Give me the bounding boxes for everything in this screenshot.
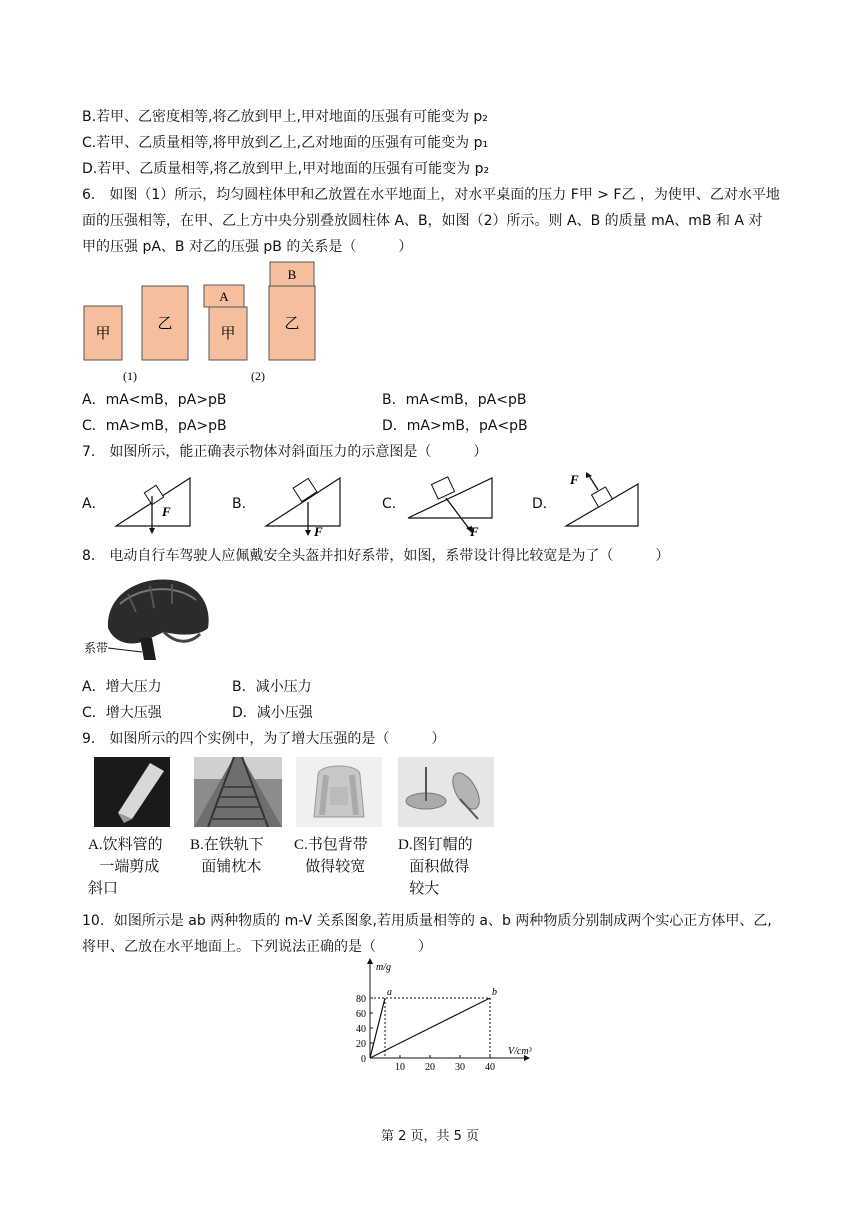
q7-incline-c xyxy=(404,474,504,538)
backpack-photo xyxy=(296,757,382,827)
q7-label-d[interactable]: D． xyxy=(532,496,557,512)
y-tick-label: 20 xyxy=(356,1039,366,1050)
page-footer: 第 2 页，共 5 页 xyxy=(380,1129,480,1144)
q6-stem-line1: 6． 如图（1）所示，均匀圆柱体甲和乙放置在水平地面上，对水平桌面的压力 F甲 > F乙 ，为使甲、乙对水平地 xyxy=(82,187,780,203)
x-tick-label: 40 xyxy=(485,1062,495,1073)
option-b-prev: B.若甲、乙密度相等,将乙放到甲上,甲对地面的压强有可能变为 p₂ xyxy=(82,109,488,125)
series-label-b: b xyxy=(492,987,497,998)
force-label-b: F xyxy=(314,524,323,538)
q7-label-b[interactable]: B． xyxy=(232,496,256,512)
thumbtack-photo xyxy=(398,757,494,827)
q8-option-d[interactable]: D．减小压强 xyxy=(232,705,313,721)
yi-label-1: 乙 xyxy=(157,316,173,332)
q7-incline-a xyxy=(112,474,202,538)
q6-stem-line3: 甲的压强 pA、B 对乙的压强 pB 的关系是（ ） xyxy=(82,239,413,255)
q9-caption-c[interactable]: C.书包背带 做得较宽 xyxy=(294,837,368,875)
q6-option-c[interactable]: C．mA>mB，pA>pB xyxy=(82,418,227,434)
y-tick-label: 0 xyxy=(361,1054,366,1065)
q6-cylinder-figure xyxy=(80,258,340,386)
q8-option-a[interactable]: A．增大压力 xyxy=(82,679,162,695)
q9-caption-a[interactable]: A.饮料管的 一端剪成 斜口 xyxy=(88,837,163,897)
q8-option-c[interactable]: C．增大压强 xyxy=(82,705,162,721)
q6-option-a[interactable]: A．mA<mB，pA>pB xyxy=(82,392,227,408)
q6-option-b[interactable]: B．mA<mB，pA<pB xyxy=(382,392,527,408)
fig2-caption: (2) xyxy=(251,369,265,383)
q7-incline-b xyxy=(262,474,352,538)
x-tick-label: 20 xyxy=(425,1062,435,1073)
series-line-b xyxy=(370,998,490,1058)
straw-photo xyxy=(94,757,170,827)
q8-stem: 8． 电动自行车驾驶人应佩戴安全头盔并扣好系带，如图，系带设计得比较宽是为了（ ） xyxy=(82,548,670,564)
q10-stem-line2: 将甲、乙放在水平地面上。下列说法正确的是（ ） xyxy=(82,939,432,955)
railway-photo xyxy=(194,757,282,827)
y-axis-label: m/g xyxy=(376,962,391,973)
mv-chart xyxy=(336,956,536,1074)
q7-label-a[interactable]: A． xyxy=(82,496,106,512)
q7-stem: 7． 如图所示，能正确表示物体对斜面压力的示意图是（ ） xyxy=(82,444,488,460)
q7-incline-d xyxy=(562,470,648,534)
jia-label-1: 甲 xyxy=(95,326,111,342)
x-axis-label: V/cm³ xyxy=(508,1046,532,1057)
force-label-a: F xyxy=(162,504,171,519)
force-label-d: F xyxy=(570,472,579,487)
q6-option-d[interactable]: D．mA>mB，pA<pB xyxy=(382,418,528,434)
jia-label-2: 甲 xyxy=(220,326,236,342)
q8-option-b[interactable]: B．减小压力 xyxy=(232,679,312,695)
q6-stem-line2: 面的压强相等，在甲、乙上方中央分别叠放圆柱体 A、B，如图（2）所示。则 A、B 的质量 mA、mB 和 A 对 xyxy=(82,213,763,229)
option-c-prev: C.若甲、乙质量相等,将甲放到乙上,乙对地面的压强有可能变为 p₁ xyxy=(82,135,489,151)
x-tick-label: 10 xyxy=(395,1062,405,1073)
q9-caption-b[interactable]: B.在铁轨下 面铺枕木 xyxy=(190,837,264,875)
b-label: B xyxy=(287,267,297,282)
a-label: A xyxy=(219,289,229,304)
y-tick-label: 80 xyxy=(356,994,366,1005)
q10-stem-line1: 10．如图所示是 ab 两种物质的 m-V 关系图象,若用质量相等的 a、b 两种物质分别制成两个实心正方体甲、乙, xyxy=(82,913,772,929)
q7-label-c[interactable]: C． xyxy=(382,496,406,512)
strap-label: 系带 xyxy=(84,641,109,655)
series-label-a: a xyxy=(387,987,392,998)
force-label-c: F xyxy=(470,524,479,538)
q9-caption-d[interactable]: D.图钉帽的 面积做得 较大 xyxy=(398,837,473,897)
x-tick-label: 30 xyxy=(455,1062,465,1073)
yi-label-2: 乙 xyxy=(284,316,300,332)
fig1-caption: (1) xyxy=(123,369,137,383)
y-tick-label: 40 xyxy=(356,1024,366,1035)
option-d-prev: D.若甲、乙质量相等,将乙放到甲上,甲对地面的压强有可能变为 p₂ xyxy=(82,161,490,177)
q9-stem: 9． 如图所示的四个实例中，为了增大压强的是（ ） xyxy=(82,731,446,747)
y-tick-label: 60 xyxy=(356,1009,366,1020)
helmet-image xyxy=(80,572,220,670)
